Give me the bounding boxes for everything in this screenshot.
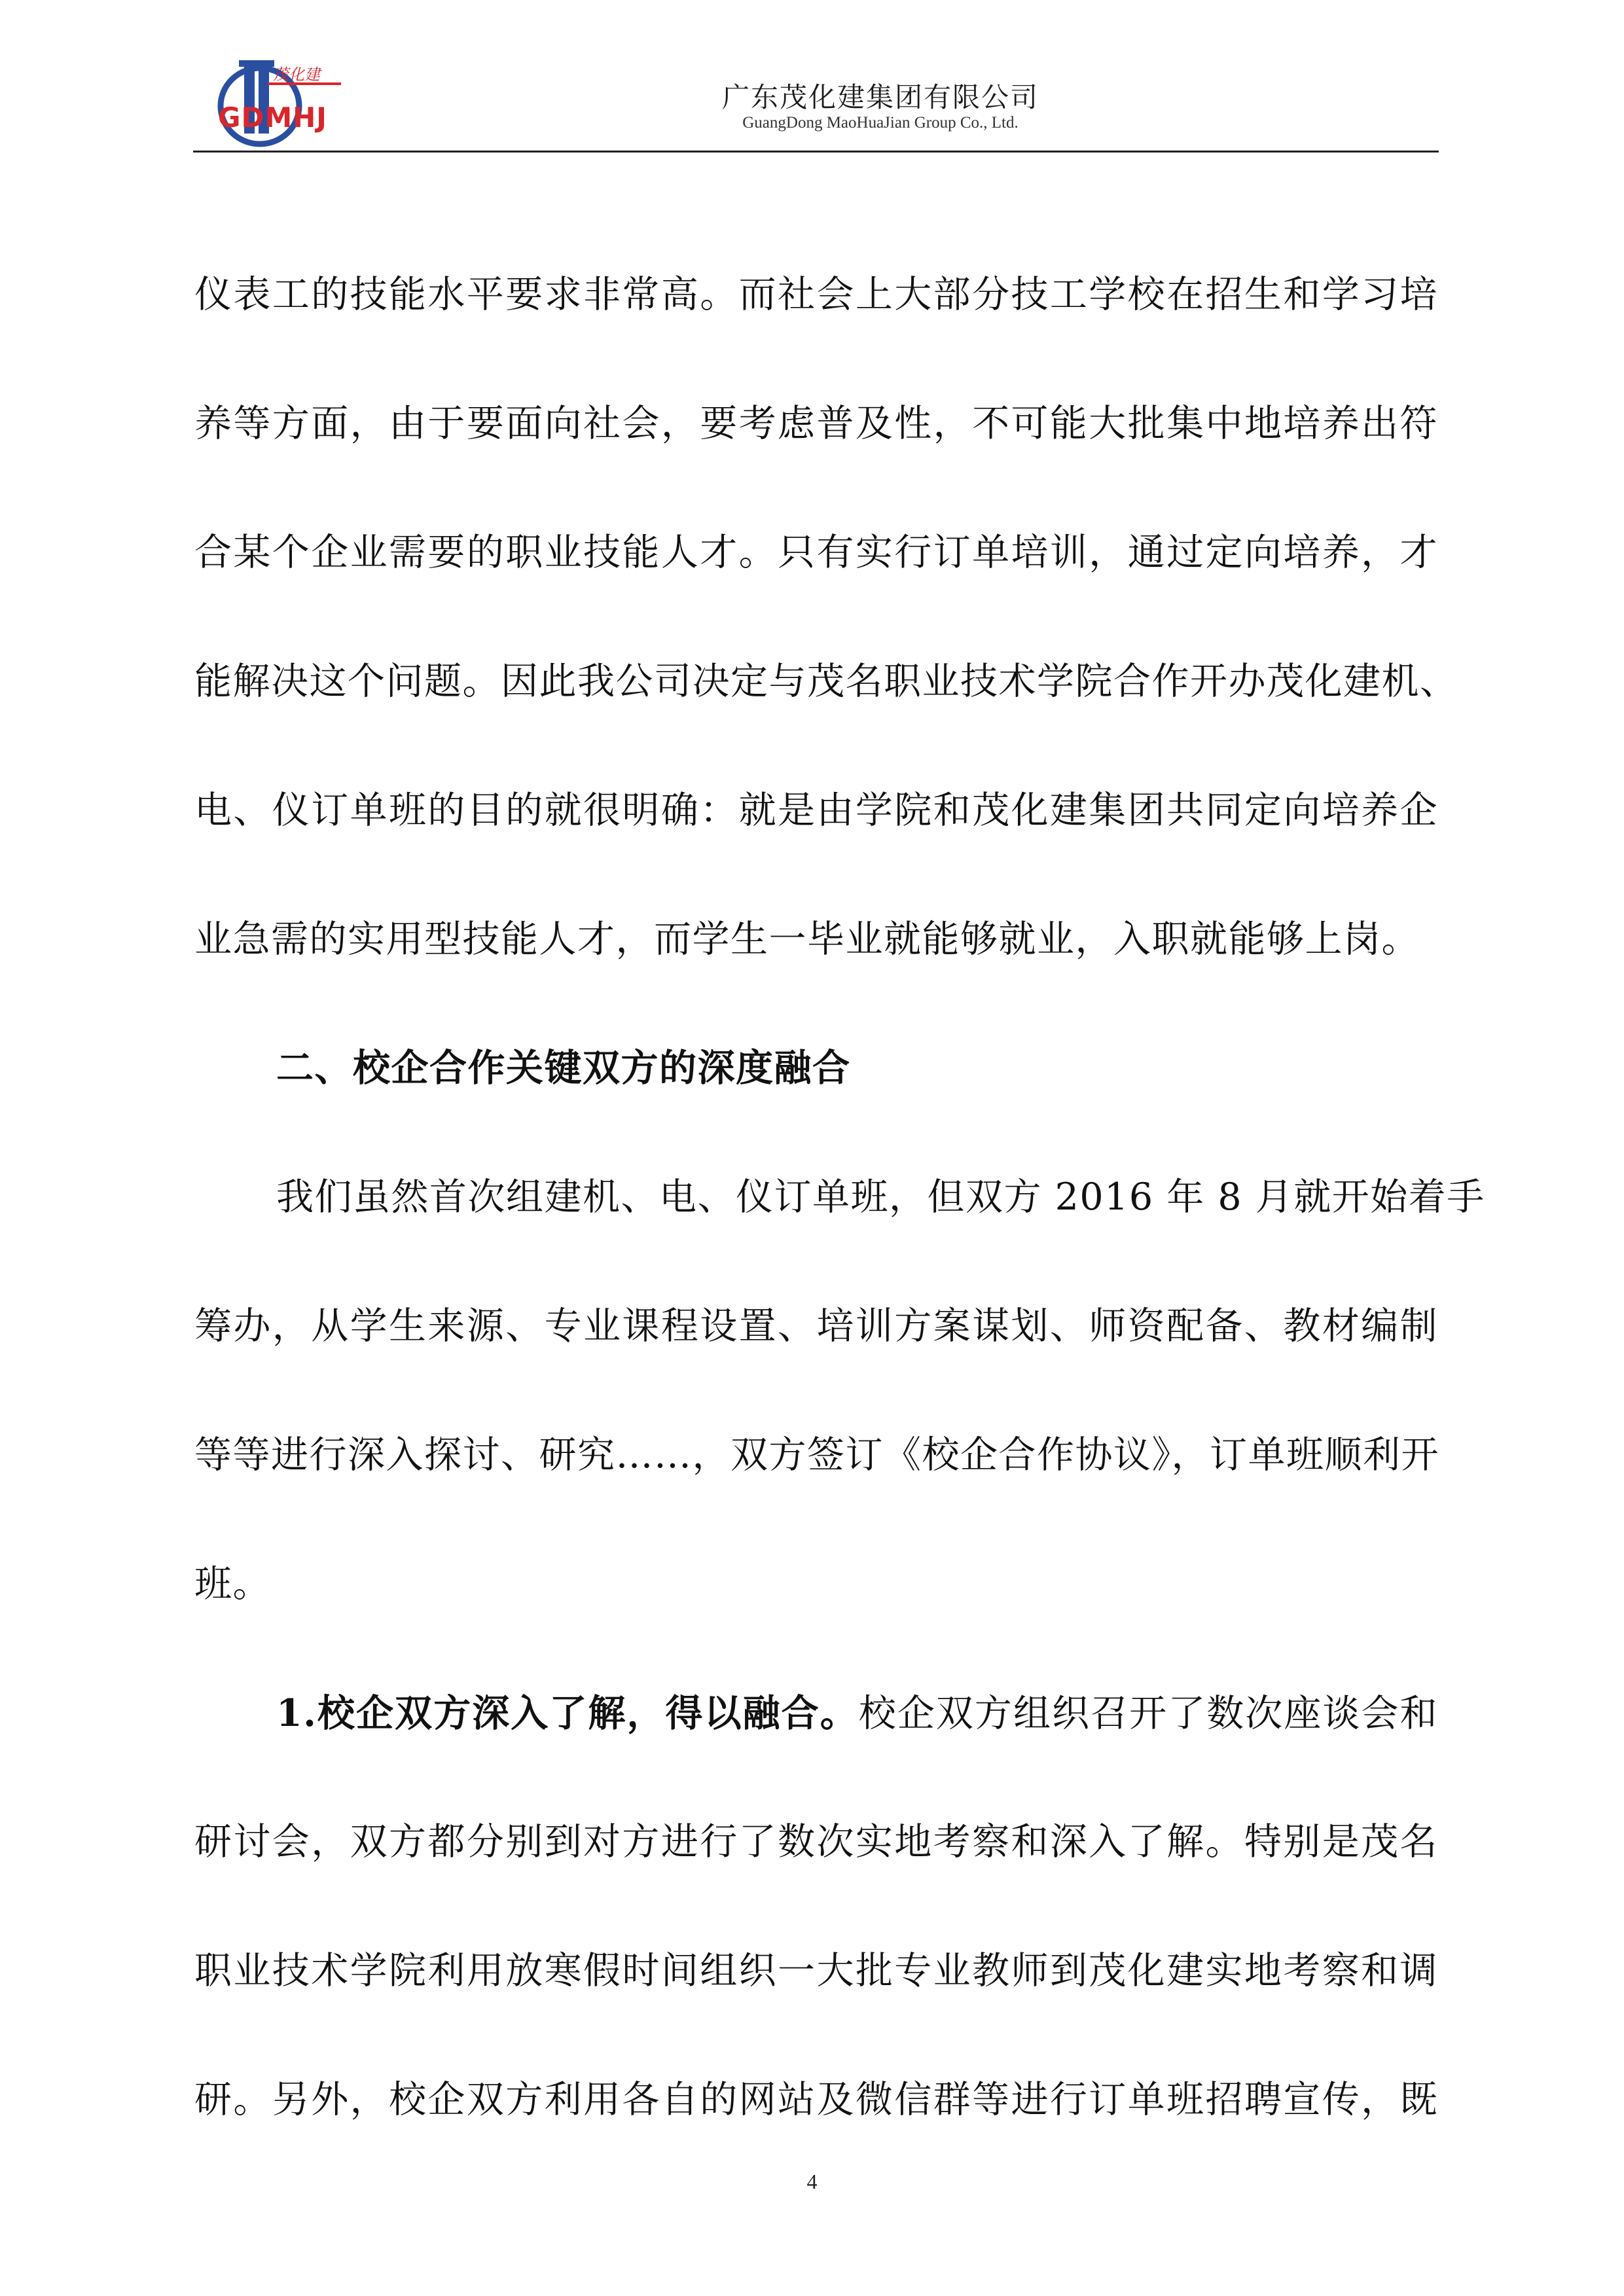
paragraph-line: 养等方面，由于要面向社会，要考虑普及性，不可能大批集中地培养出符 bbox=[194, 402, 1438, 445]
paragraph-line: 能解决这个问题。因此我公司决定与茂名职业技术学院合作开办茂化建机、 bbox=[194, 660, 1458, 703]
company-name: 广东茂化建集团有限公司 bbox=[721, 81, 1039, 113]
company-logo-icon bbox=[213, 54, 344, 149]
paragraph-line: 职业技术学院利用放寒假时间组织一大批专业教师到茂化建实地考察和调 bbox=[194, 1949, 1438, 1992]
subheading-bold: 1.校企双方深入了解，得以融合。 bbox=[276, 1691, 859, 1735]
paragraph-line: 电、仪订单班的目的就很明确：就是由学院和茂化建集团共同定向培养企 bbox=[194, 789, 1438, 832]
paragraph-line: 等等进行深入探讨、研究……，双方签订《校企合作协议》，订单班顺利开 bbox=[194, 1433, 1439, 1477]
paragraph-line: 我们虽然首次组建机、电、仪订单班，但双方 2016 年 8 月就开始着手 bbox=[276, 1175, 1485, 1219]
paragraph-line: 研。另外，校企双方利用各自的网站及微信群等进行订单班招聘宣传，既 bbox=[194, 2078, 1438, 2121]
company-name-en: GuangDong MaoHuaJian Group Co., Ltd. bbox=[742, 114, 1019, 132]
paragraph-line: 仪表工的技能水平要求非常高。而社会上大部分技工学校在招生和学习培 bbox=[194, 273, 1438, 316]
paragraph-line: 筹办，从学生来源、专业课程设置、培训方案谋划、师资配备、教材编制 bbox=[194, 1304, 1438, 1348]
document-body bbox=[194, 230, 1485, 2164]
logo-top-text: 茂化建 bbox=[273, 65, 320, 84]
paragraph-line: 班。 bbox=[194, 1562, 271, 1605]
logo-letters: GDMHJ bbox=[218, 101, 327, 134]
page-number: 4 bbox=[806, 2170, 818, 2193]
header-divider bbox=[193, 151, 1439, 152]
paragraph-text: 校企双方组织召开了数次座谈会和 bbox=[858, 1692, 1438, 1735]
paragraph-line: 业急需的实用型技能人才，而学生一毕业就能够就业，入职就能够上岗。 bbox=[194, 918, 1420, 961]
paragraph-line: 合某个企业需要的职业技能人才。只有实行订单培训，通过定向培养，才 bbox=[194, 531, 1438, 574]
page-header bbox=[193, 39, 1439, 154]
section-heading: 二、校企合作关键双方的深度融合 bbox=[276, 1047, 851, 1090]
paragraph-line bbox=[194, 1649, 1438, 1778]
paragraph-line: 研讨会，双方都分别到对方进行了数次实地考察和深入了解。特别是茂名 bbox=[194, 1820, 1438, 1863]
